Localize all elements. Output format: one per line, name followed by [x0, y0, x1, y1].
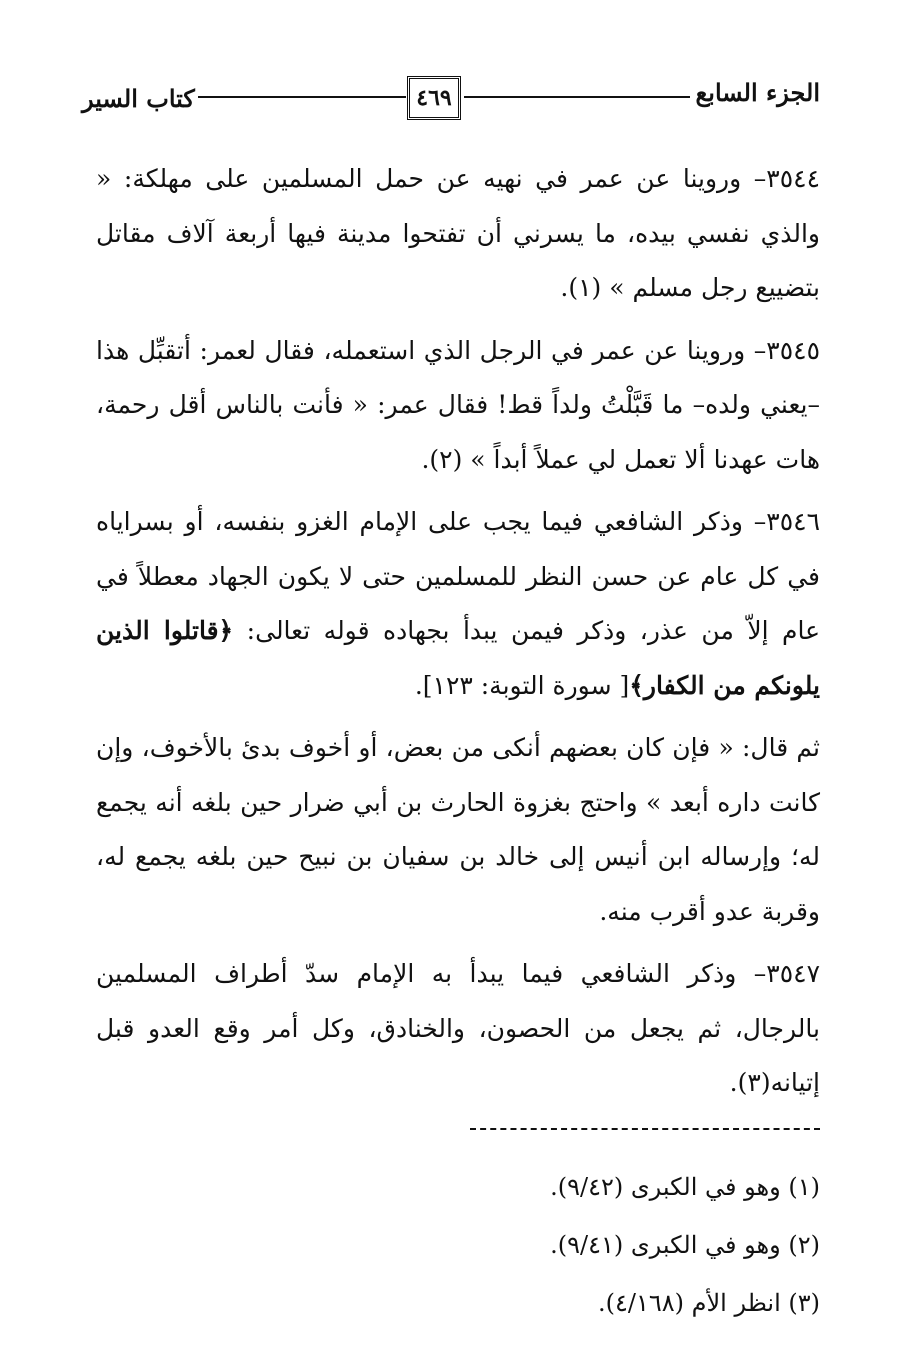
footnote-1: (١) وهو في الكبرى (٩/٤٢).: [550, 1173, 820, 1201]
paragraph-continuation: ثم قال: « فإن كان بعضهم أنكى من بعض، أو أخوف بدئ بالأخوف، وإن كانت داره أبعد » واحتج بغزوة الحارث بن أبي ضرار حين بلغه أنه يجمع له؛ وإرساله ابن أنيس إلى خالد بن سفيان بن نبيح حين بلغه يجمع له، وقربة عدو أقرب منه.: [96, 733, 820, 926]
footnote-2: (٢) وهو في الكبرى (٩/٤١).: [550, 1231, 820, 1259]
book-title: كتاب السير: [82, 84, 195, 113]
footnote-separator: [470, 1128, 820, 1130]
verse-reference: [ سورة التوبة: ١٢٣].: [414, 670, 630, 700]
volume-title: الجزء السابع: [695, 78, 820, 107]
main-text: [96, 152, 820, 1119]
paragraph-3546-text: ٣٥٤٦– وذكر الشافعي فيما يجب على الإمام الغزو بنفسه، أو بسراياه في كل عام عن حسن النظر للمسلمين حتى لا يكون الجهاد معطلاً في عام إلاّ من عذر، وذكر فيمن يبدأ بجهاده قوله تعالى:: [96, 507, 820, 645]
page-header: [80, 74, 820, 126]
paragraph-3545: ٣٥٤٥– وروينا عن عمر في الرجل الذي استعمله، فقال لعمر: أتقبِّل هذا –يعني ولده– ما قَبَّلْتُ ولداً قط! فقال عمر: « فأنت بالناس أقل رحمة، هات عهدنا ألا تعمل لي عملاً أبداً » (٢).: [96, 335, 820, 474]
paragraph-3547: ٣٥٤٧– وذكر الشافعي فيما يبدأ به الإمام سدّ أطراف المسلمين بالرجال، ثم يجعل من الحصون، والخنادق، وكل أمر وقع العدو قبل إتيانه(٣).: [96, 959, 820, 1097]
paragraph-3544: ٣٥٤٤– وروينا عن عمر في نهيه عن حمل المسلمين على مهلكة: « والذي نفسي بيده، ما يسرني أن تفتحوا مدينة فيها أربعة آلاف مقاتل بتضييع رجل مسلم » (١).: [96, 164, 821, 302]
header-rule-left: [198, 96, 406, 98]
page-number: ٤٦٩: [407, 76, 461, 120]
footnote-3: (٣) انظر الأم (٤/١٦٨).: [597, 1289, 820, 1317]
header-rule-right: [464, 96, 690, 98]
quran-verse: ﴿قاتلوا الذين يلونكم من الكفار﴾: [96, 616, 820, 700]
footnotes: [300, 1158, 820, 1332]
paragraph-3546: [96, 495, 820, 713]
